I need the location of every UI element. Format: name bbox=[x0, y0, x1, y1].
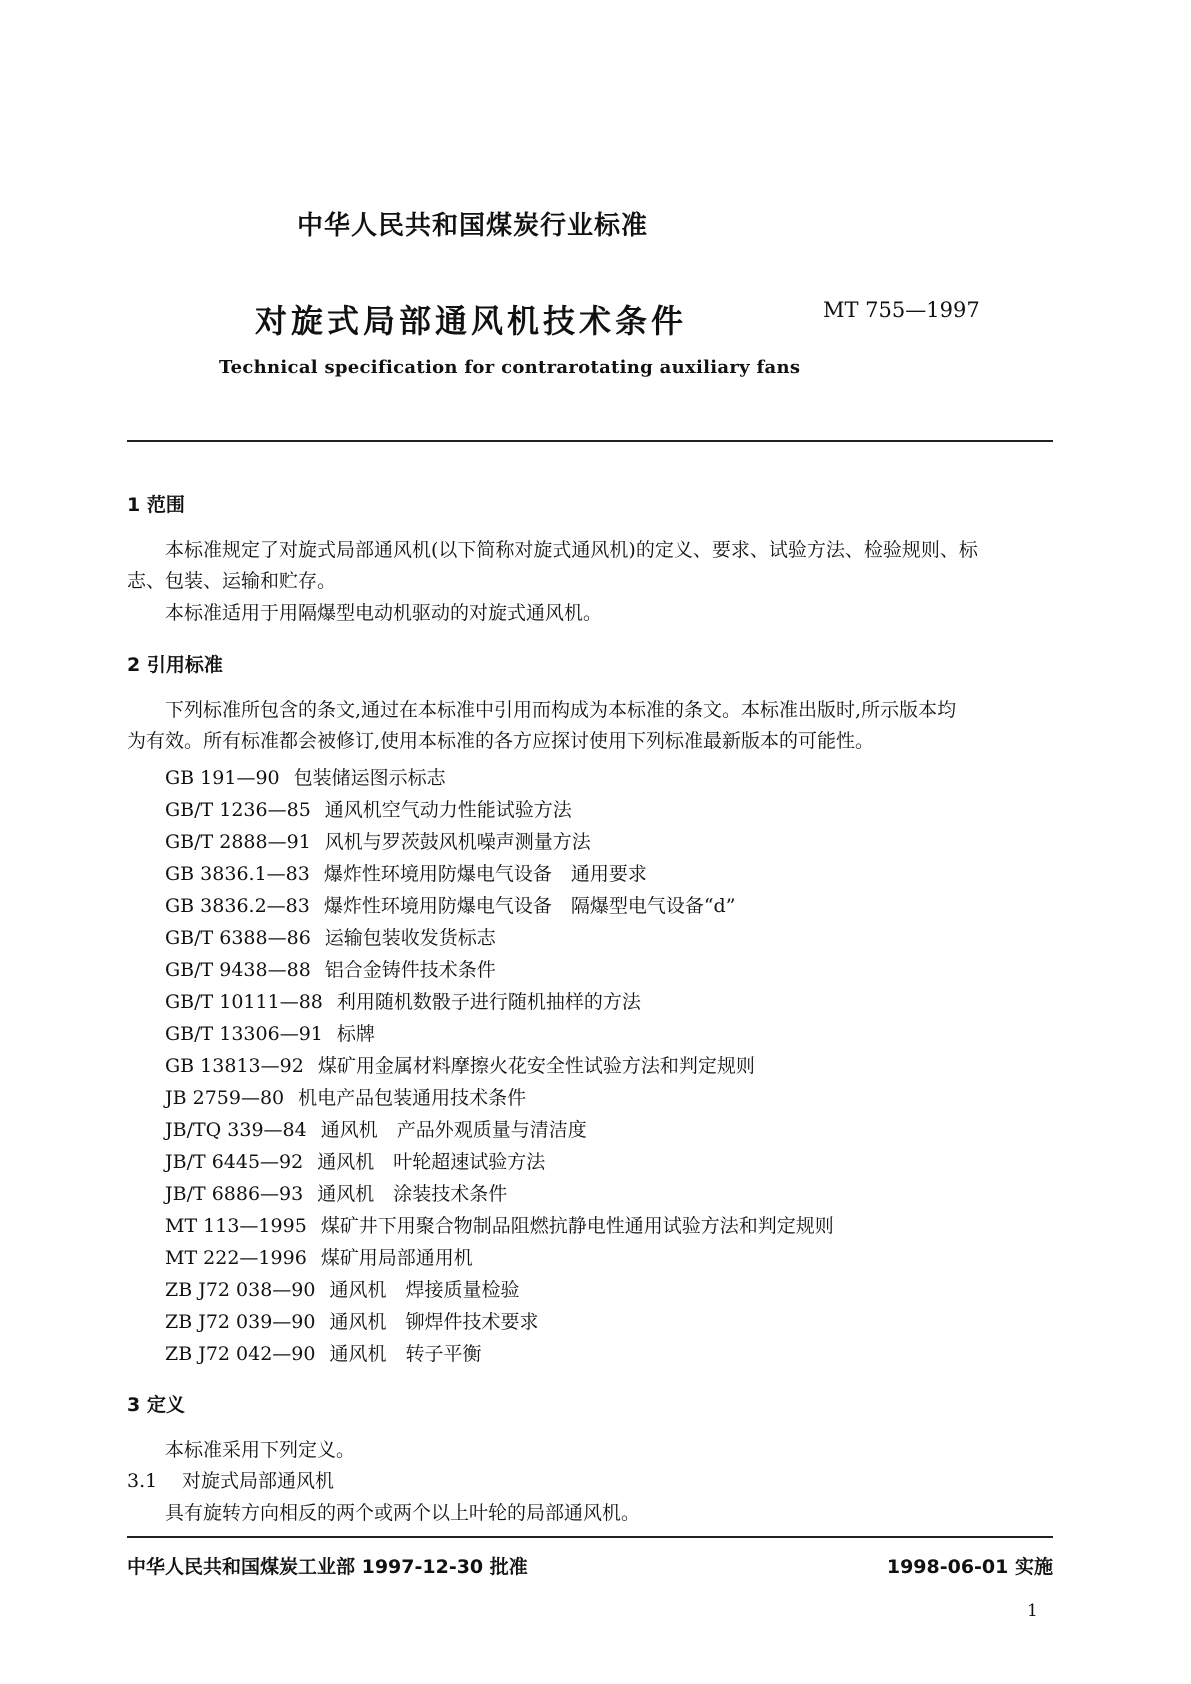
reference-code: GB/T 6388—86 bbox=[165, 927, 311, 949]
section-2-heading: 2 引用标准 bbox=[127, 654, 223, 676]
reference-item bbox=[165, 827, 591, 854]
reference-code: GB 3836.2—83 bbox=[165, 895, 310, 917]
reference-code: GB/T 1236—85 bbox=[165, 799, 311, 821]
subsection-title: 对旋式局部通风机 bbox=[182, 1470, 335, 1492]
reference-title: 通风机 铆焊件技术要求 bbox=[329, 1311, 539, 1333]
reference-title: 机电产品包装通用技术条件 bbox=[298, 1087, 527, 1109]
subsection-number: 3.1 bbox=[127, 1470, 158, 1492]
reference-item bbox=[165, 1147, 545, 1174]
reference-item bbox=[165, 1019, 375, 1046]
reference-title: 通风机 叶轮超速试验方法 bbox=[317, 1151, 546, 1173]
reference-item bbox=[165, 923, 496, 950]
section-1-paragraph-line: 本标准规定了对旋式局部通风机(以下简称对旋式通风机)的定义、要求、试验方法、检验规则、标 bbox=[165, 539, 978, 561]
reference-code: GB 3836.1—83 bbox=[165, 863, 310, 885]
reference-code: GB 191—90 bbox=[165, 767, 280, 789]
reference-item bbox=[165, 1339, 482, 1366]
reference-title: 通风机 涂装技术条件 bbox=[317, 1183, 508, 1205]
reference-code: GB/T 9438—88 bbox=[165, 959, 311, 981]
reference-title: 利用随机数骰子进行随机抽样的方法 bbox=[336, 991, 641, 1013]
reference-code: JB 2759—80 bbox=[165, 1087, 285, 1109]
reference-title: 通风机 产品外观质量与清洁度 bbox=[320, 1119, 587, 1141]
reference-item bbox=[165, 891, 735, 918]
reference-title: 爆炸性环境用防爆电气设备 隔爆型电气设备“d” bbox=[323, 895, 736, 917]
reference-title: 铝合金铸件技术条件 bbox=[324, 959, 496, 981]
reference-code: JB/T 6886—93 bbox=[165, 1183, 304, 1205]
section-1-paragraph: 本标准适用于用隔爆型电动机驱动的对旋式通风机。 bbox=[165, 602, 603, 624]
reference-item bbox=[165, 1179, 507, 1206]
reference-item bbox=[165, 1307, 539, 1334]
section-2-paragraph-line: 下列标准所包含的条文,通过在本标准中引用而构成为本标准的条文。本标准出版时,所示版本均 bbox=[165, 699, 957, 721]
header-divider bbox=[127, 440, 1053, 442]
reference-title: 通风机 转子平衡 bbox=[329, 1343, 482, 1365]
reference-code: JB/T 6445—92 bbox=[165, 1151, 304, 1173]
reference-item bbox=[165, 987, 641, 1014]
reference-item bbox=[165, 1051, 755, 1078]
reference-code: MT 113—1995 bbox=[165, 1215, 307, 1237]
document-title: 对旋式局部通风机技术条件 bbox=[255, 302, 688, 340]
reference-item bbox=[165, 955, 496, 982]
reference-code: ZB J72 039—90 bbox=[165, 1311, 316, 1333]
reference-code: ZB J72 042—90 bbox=[165, 1343, 316, 1365]
reference-item bbox=[165, 1115, 587, 1142]
reference-title: 煤矿用金属材料摩擦火花安全性试验方法和判定规则 bbox=[317, 1055, 755, 1077]
reference-code: GB/T 10111—88 bbox=[165, 991, 323, 1013]
reference-title: 运输包装收发货标志 bbox=[324, 927, 496, 949]
section-3-heading: 3 定义 bbox=[127, 1394, 185, 1416]
reference-title: 爆炸性环境用防爆电气设备 通用要求 bbox=[323, 863, 647, 885]
reference-title: 通风机 焊接质量检验 bbox=[329, 1279, 520, 1301]
reference-title: 包装储运图示标志 bbox=[293, 767, 446, 789]
section-1-paragraph-line: 志、包装、运输和贮存。 bbox=[127, 570, 337, 592]
reference-title: 煤矿用局部通用机 bbox=[320, 1247, 473, 1269]
reference-item bbox=[165, 763, 446, 790]
reference-code: ZB J72 038—90 bbox=[165, 1279, 316, 1301]
reference-code: GB 13813—92 bbox=[165, 1055, 304, 1077]
approval-note: 中华人民共和国煤炭工业部 1997-12-30 批准 bbox=[127, 1556, 528, 1578]
reference-item bbox=[165, 859, 647, 886]
section-3-paragraph: 本标准采用下列定义。 bbox=[165, 1439, 356, 1461]
standard-number: MT 755—1997 bbox=[823, 298, 980, 322]
reference-title: 煤矿井下用聚合物制品阻燃抗静电性通用试验方法和判定规则 bbox=[320, 1215, 834, 1237]
effective-date: 1998-06-01 实施 bbox=[886, 1556, 1053, 1578]
document-title-english: Technical specification for contrarotating auxiliary fans bbox=[219, 357, 801, 378]
reference-code: MT 222—1996 bbox=[165, 1247, 307, 1269]
reference-title: 风机与罗茨鼓风机噪声测量方法 bbox=[324, 831, 591, 853]
reference-item bbox=[165, 1083, 526, 1110]
subsection-text: 具有旋转方向相反的两个或两个以上叶轮的局部通风机。 bbox=[165, 1502, 641, 1524]
footer-divider bbox=[127, 1536, 1053, 1538]
reference-item bbox=[165, 1211, 834, 1238]
org-standard-title: 中华人民共和国煤炭行业标准 bbox=[297, 211, 649, 241]
page-number: 1 bbox=[1027, 1601, 1038, 1621]
reference-code: GB/T 2888—91 bbox=[165, 831, 311, 853]
reference-title: 标牌 bbox=[336, 1023, 375, 1045]
section-2-paragraph-line: 为有效。所有标准都会被修订,使用本标准的各方应探讨使用下列标准最新版本的可能性。 bbox=[127, 730, 875, 752]
reference-item bbox=[165, 1243, 473, 1270]
reference-item bbox=[165, 1275, 520, 1302]
reference-code: JB/TQ 339—84 bbox=[165, 1119, 307, 1141]
reference-item bbox=[165, 795, 572, 822]
reference-title: 通风机空气动力性能试验方法 bbox=[324, 799, 572, 821]
section-1-heading: 1 范围 bbox=[127, 494, 185, 516]
reference-code: GB/T 13306—91 bbox=[165, 1023, 323, 1045]
